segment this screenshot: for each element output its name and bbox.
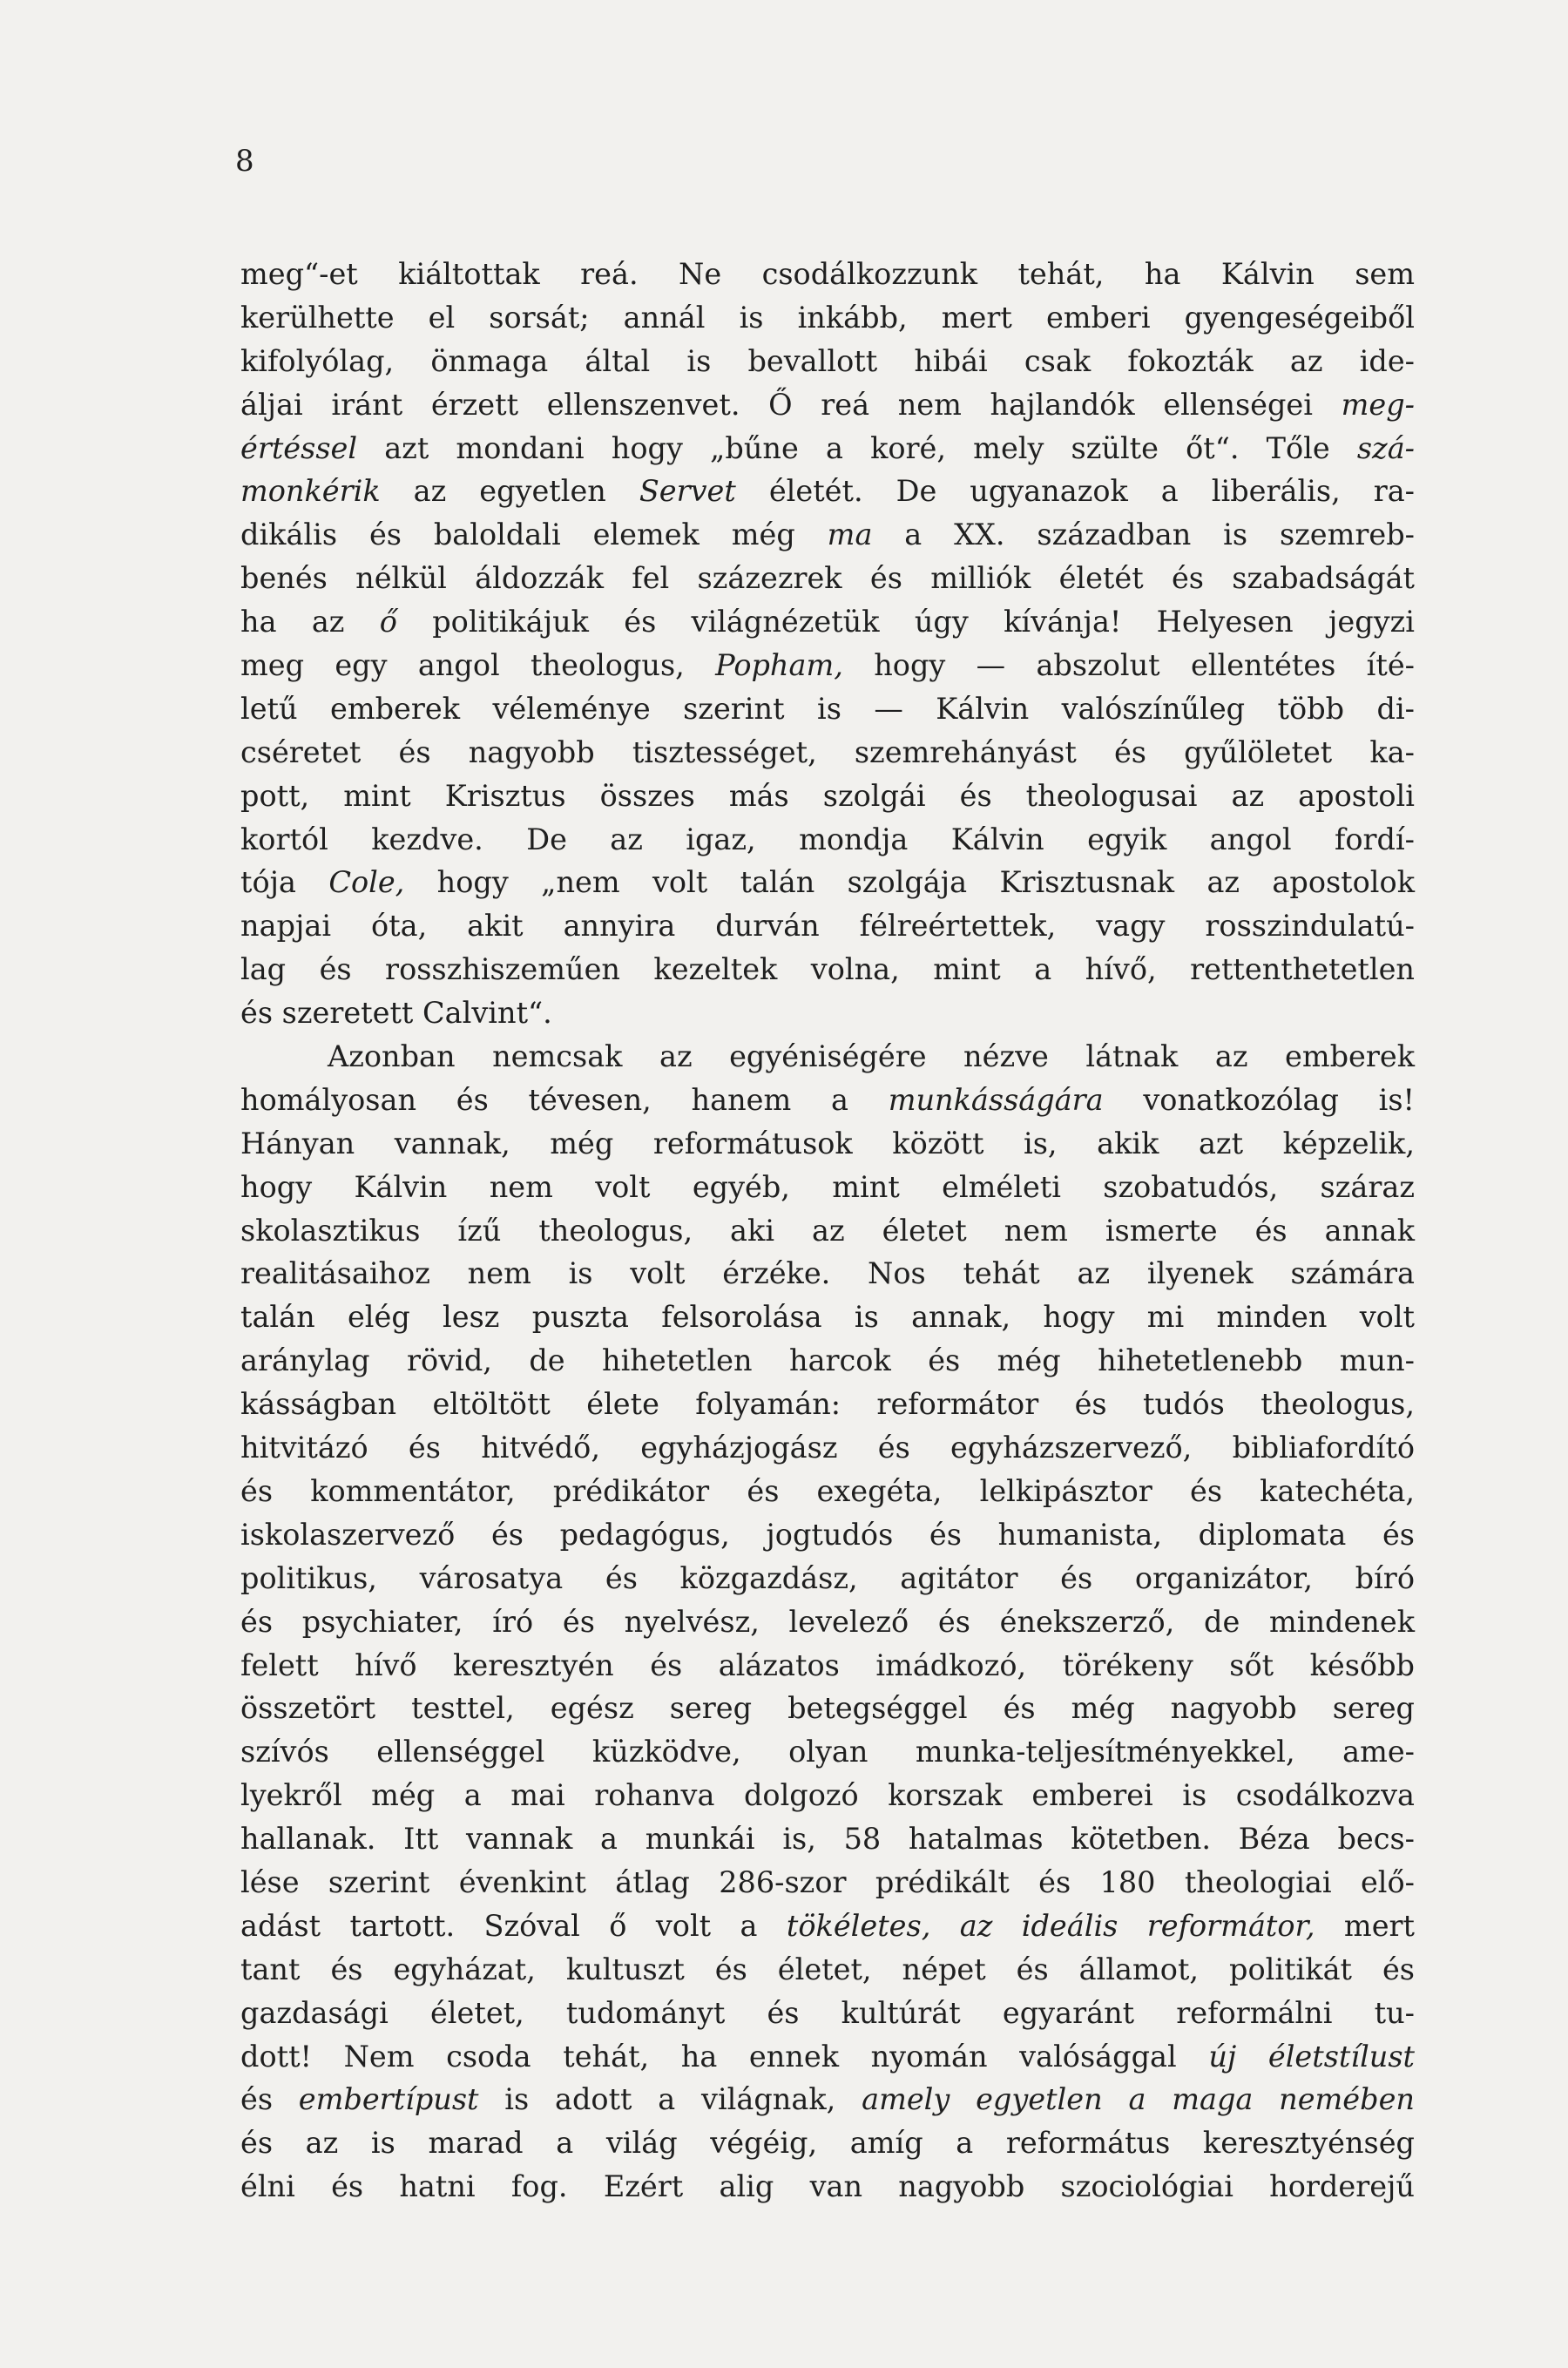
italic-text: új életstílust [1208,2039,1416,2074]
text-segment: pott, mint Krisztus összes más szolgái és theologusai az apostoli [240,778,1415,813]
text-line [240,1426,1415,1470]
text-segment: mert [1315,1908,1416,1943]
text-line [240,991,1415,1035]
text-line [240,383,1415,427]
text-line [240,1339,1415,1383]
text-line [240,296,1415,340]
text-segment: is adott a világnak, [478,2082,862,2117]
text-segment: és kommentátor, prédikátor és exegéta, lelkipásztor és katechéta, [240,1473,1415,1508]
text-segment: és psychiater, író és nyelvész, levelező és énekszerző, de mindenek [240,1604,1415,1639]
text-line [240,1730,1415,1774]
text-segment: tója [240,865,329,900]
text-line [240,470,1415,513]
italic-text: monkérik [240,474,381,509]
body-text [240,253,1415,2209]
text-line [240,1774,1415,1817]
text-segment: kásságban eltöltött élete folyamán: reformátor és tudós theologus, [240,1387,1415,1422]
text-line [240,1992,1415,2035]
text-segment: skolasztikus ízű theologus, aki az életet nem ismerte és annak [240,1213,1415,1248]
text-line [240,1905,1415,1948]
page-number: 8 [235,144,254,179]
text-line [240,775,1415,818]
text-line [240,818,1415,862]
text-line [240,1600,1415,1644]
text-segment: gazdasági életet, tudományt és kultúrát egyaránt reformálni tu- [240,1995,1415,2030]
italic-text: amely egyetlen a maga nemében [862,2082,1415,2117]
text-line [240,1166,1415,1209]
text-segment: a XX. században is szemreb- [872,518,1415,552]
text-line [240,1948,1415,1992]
text-segment: életét. De ugyanazok a liberális, ra- [735,474,1416,509]
text-segment: azt mondani hogy „bűne a koré, mely szülte őt“. Tőle [357,430,1357,465]
text-segment: cséretet és nagyobb tisztességet, szemrehányást és gyűlöletet ka- [240,734,1415,769]
text-segment: Azonban nemcsak az egyéniségére nézve látnak az emberek [328,1039,1415,1074]
text-segment: napjai óta, akit annyira durván félreértettek, vagy rosszindulatú- [240,909,1415,944]
italic-text: értéssel [240,430,358,465]
text-segment: az egyetlen [380,474,639,509]
text-segment: dott! Nem csoda tehát, ha ennek nyomán valósággal [240,2039,1209,2074]
text-segment: hogy Kálvin nem volt egyéb, mint elméleti szobatudós, száraz [240,1169,1415,1204]
text-segment: politikus, városatya és közgazdász, agitátor és organizátor, bíró [240,1560,1415,1595]
text-line [240,1383,1415,1426]
text-segment: élni és hatni fog. Ezért alig van nagyobb szociológiai horderejű [240,2169,1415,2204]
text-segment: realitásaihoz nem is volt érzéke. Nos tehát az ilyenek számára [240,1256,1415,1291]
text-segment: ha az [240,605,380,639]
italic-text: ő [379,605,397,639]
italic-text: ma [827,518,873,552]
text-line [240,1079,1415,1122]
text-segment: kifolyólag, önmaga által is bevallott hibái csak fokozták az ide- [240,343,1415,378]
text-segment: dikális és baloldali elemek még [240,518,828,552]
text-line [240,2165,1415,2209]
text-segment: tant és egyházat, kultuszt és életet, népet és államot, politikát és [240,1952,1415,1986]
text-segment: kerülhette el sorsát; annál is inkább, mert emberi gyengeségeiből [240,300,1415,335]
text-line [240,557,1415,600]
text-segment: homályosan és tévesen, hanem a [240,1082,889,1117]
text-segment: lése szerint évenkint átlag 286-szor prédikált és 180 theologiai elő- [240,1864,1415,1899]
text-line [240,861,1415,904]
text-line [240,1209,1415,1253]
text-line [240,644,1415,687]
text-line [240,687,1415,731]
text-line [240,1470,1415,1513]
text-segment: lyekről még a mai rohanva dolgozó korszak emberei is csodálkozva [240,1778,1415,1813]
text-segment: szívós ellenséggel küzködve, olyan munka-teljesítményekkel, ame- [240,1735,1415,1769]
text-segment: benés nélkül áldozzák fel százezrek és milliók életét és szabadságát [240,561,1415,596]
text-segment: hallanak. Itt vannak a munkái is, 58 hatalmas kötetben. Béza becs- [240,1822,1415,1857]
text-segment: aránylag rövid, de hihetetlen harcok és még hihetetlenebb mun- [240,1343,1415,1378]
text-segment: és [240,2082,299,2117]
text-segment: összetört testtel, egész sereg betegséggel és még nagyobb sereg [240,1691,1415,1726]
text-segment: hogy — abszolut ellentétes íté- [842,648,1415,683]
text-segment: hogy „nem volt talán szolgája Krisztusnak az apostolok [404,865,1415,900]
text-segment: hitvitázó és hitvédő, egyházjogász és egyházszervező, bibliafordító [240,1431,1415,1465]
text-segment: letű emberek véleménye szerint is — Kálvin valószínűleg több di- [240,691,1415,726]
text-line [240,2035,1415,2079]
italic-text: tökéletes, az ideális reformátor, [786,1908,1315,1943]
italic-text: szá- [1356,430,1415,465]
text-line [240,1252,1415,1296]
italic-text: embertípust [298,2082,479,2117]
text-segment: talán elég lesz puszta felsorolása is annak, hogy mi minden volt [240,1300,1415,1335]
text-line [240,948,1415,991]
text-line [240,1122,1415,1166]
text-segment: adást tartott. Szóval ő volt a [240,1908,787,1943]
text-segment: vonatkozólag is! [1103,1082,1415,1117]
text-segment: felett hívő keresztyén és alázatos imádkozó, törékeny sőt később [240,1647,1415,1682]
text-segment: és szeretett Calvint“. [240,996,552,1031]
text-segment: kortól kezdve. De az igaz, mondja Kálvin egyik angol fordí- [240,822,1415,856]
text-line [240,1861,1415,1905]
text-line [240,1687,1415,1730]
text-line [240,600,1415,644]
text-line [240,427,1415,470]
text-segment: politikájuk és világnézetük úgy kívánja! Helyesen jegyzi [396,605,1415,639]
text-line [240,2078,1415,2121]
italic-text: Popham, [715,648,843,683]
text-line [240,904,1415,948]
italic-text: meg- [1341,387,1415,422]
text-line [240,340,1415,383]
text-segment: és az is marad a világ végéig, amíg a református keresztyénség [240,2126,1415,2161]
italic-text: Servet [639,474,736,509]
text-line [240,1557,1415,1600]
text-line [240,513,1415,557]
text-line [240,1296,1415,1339]
text-segment: iskolaszervező és pedagógus, jogtudós és humanista, diplomata és [240,1517,1415,1552]
text-line [240,2121,1415,2165]
text-line [240,253,1415,296]
text-segment: lag és rosszhiszeműen kezeltek volna, mint a hívő, rettenthetetlen [240,952,1415,987]
text-line [240,731,1415,775]
text-line [240,1817,1415,1861]
italic-text: munkásságára [888,1082,1104,1117]
text-line [240,1644,1415,1688]
italic-text: Cole, [328,865,405,900]
text-line [240,1513,1415,1557]
text-segment: Hányan vannak, még reformátusok között is, akik azt képzelik, [240,1126,1415,1160]
text-segment: meg egy angol theologus, [240,648,716,683]
text-segment: áljai iránt érzett ellenszenvet. Ő reá nem hajlandók ellenségei [240,387,1342,422]
text-line [240,1035,1415,1079]
text-segment: meg“-et kiáltottak reá. Ne csodálkozzunk tehát, ha Kálvin sem [240,257,1415,291]
